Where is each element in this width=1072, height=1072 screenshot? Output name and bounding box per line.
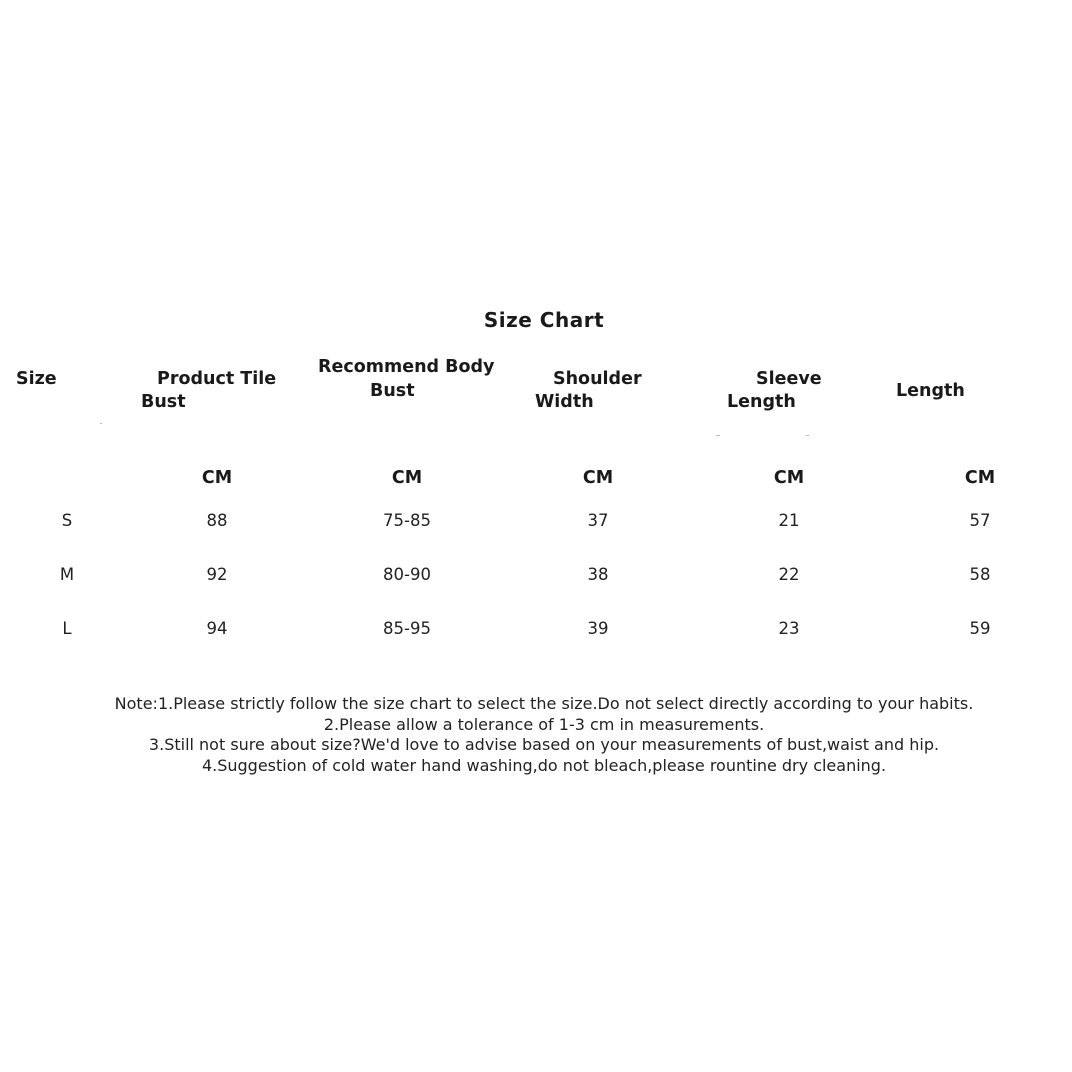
divider-speck — [806, 435, 809, 436]
table-cell: 57 — [969, 511, 991, 530]
table-cell: 39 — [587, 619, 609, 638]
table-cell: 80-90 — [383, 565, 431, 584]
table-cell: 85-95 — [383, 619, 431, 638]
divider-speck — [100, 423, 102, 424]
table-cell: 37 — [587, 511, 609, 530]
table-cell: 38 — [587, 565, 609, 584]
header-recommend-body-bust-line2: Bust — [370, 381, 415, 401]
unit-cm: CM — [391, 468, 423, 488]
header-shoulder-width-line1: Shoulder — [553, 369, 642, 389]
table-cell: 59 — [969, 619, 991, 638]
note-line: 4.Suggestion of cold water hand washing,do not bleach,please rountine dry cleaning. — [201, 755, 887, 775]
unit-cm: CM — [201, 468, 233, 488]
table-cell: 58 — [969, 565, 991, 584]
header-product-tile-bust-line1: Product Tile — [157, 369, 277, 389]
header-sleeve-length-line2: Length — [727, 392, 796, 412]
note-line: 2.Please allow a tolerance of 1-3 cm in measurements. — [323, 714, 765, 734]
header-size: Size — [16, 369, 57, 389]
divider-speck — [716, 435, 720, 436]
table-cell: 21 — [778, 511, 800, 530]
table-cell: 23 — [778, 619, 800, 638]
header-sleeve-length-line1: Sleeve — [756, 369, 822, 389]
table-cell: 75-85 — [383, 511, 431, 530]
note-line: Note:1.Please strictly follow the size chart to select the size.Do not select directly according to your habits. — [114, 694, 974, 713]
size-label: M — [59, 565, 75, 584]
table-cell: 88 — [206, 511, 228, 530]
table-cell: 94 — [206, 619, 228, 638]
header-product-tile-bust-line2: Bust — [141, 392, 186, 412]
unit-cm: CM — [773, 468, 805, 488]
size-notes — [0, 694, 1072, 776]
header-length: Length — [896, 381, 965, 401]
table-cell: 22 — [778, 565, 800, 584]
header-shoulder-width-line2: Width — [535, 392, 594, 412]
size-chart-title: Size Chart — [483, 308, 605, 332]
unit-cm: CM — [582, 468, 614, 488]
note-line: 3.Still not sure about size?We'd love to advise based on your measurements of bust,waist and hip. — [148, 735, 940, 754]
size-label: S — [61, 511, 73, 530]
size-label: L — [62, 619, 72, 638]
table-cell: 92 — [206, 565, 228, 584]
unit-cm: CM — [964, 468, 996, 488]
header-recommend-body-bust-line1: Recommend Body — [318, 357, 495, 377]
